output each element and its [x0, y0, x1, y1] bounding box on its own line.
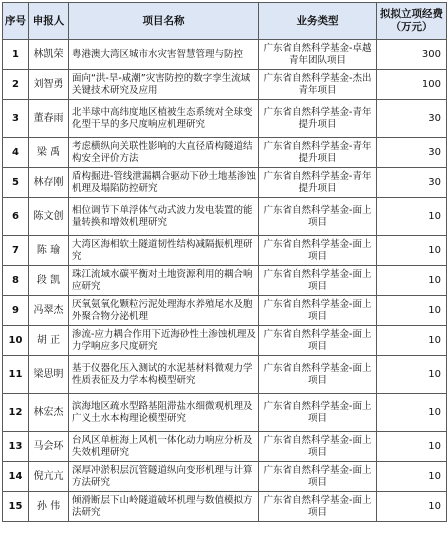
- row-business-type: 广东省自然科学基金-面上项目: [259, 236, 377, 266]
- row-fund: 300: [377, 40, 447, 70]
- row-applicant: 林宏杰: [29, 394, 69, 432]
- row-project-title: 滨海地区疏水型路基阻滞盐水细微观机理及广义土水本构理论模型研究: [69, 394, 259, 432]
- row-fund: 30: [377, 138, 447, 168]
- header-project: 项目名称: [69, 3, 259, 40]
- row-fund: 30: [377, 168, 447, 198]
- row-business-type: 广东省自然科学基金-青年提升项目: [259, 100, 377, 138]
- table-row: [3, 462, 447, 492]
- row-fund: 10: [377, 296, 447, 326]
- row-business-type: 广东省自然科学基金-青年提升项目: [259, 168, 377, 198]
- row-num: 10: [3, 326, 29, 356]
- row-business-type: 广东省自然科学基金-面上项目: [259, 462, 377, 492]
- row-project-title: 粤港澳大湾区城市水灾害智慧管理与防控: [69, 40, 259, 70]
- row-applicant: 马会环: [29, 432, 69, 462]
- row-num: 7: [3, 236, 29, 266]
- row-applicant: 段 凯: [29, 266, 69, 296]
- row-fund: 30: [377, 100, 447, 138]
- header-num: 序号: [3, 3, 29, 40]
- row-num: 9: [3, 296, 29, 326]
- table-row: [3, 326, 447, 356]
- row-applicant: 胡 正: [29, 326, 69, 356]
- header-type: 业务类型: [259, 3, 377, 40]
- table-row: [3, 198, 447, 236]
- table-row: [3, 432, 447, 462]
- row-fund: 10: [377, 236, 447, 266]
- row-applicant: 梁 禹: [29, 138, 69, 168]
- row-project-title: 考虑横纵向关联性影响的大直径盾构隧道结构安全评价方法: [69, 138, 259, 168]
- row-project-title: 渗流-应力耦合作用下近海砂性土渗蚀机理及力学响应多尺度研究: [69, 326, 259, 356]
- row-applicant: 董春雨: [29, 100, 69, 138]
- row-business-type: 广东省自然科学基金-面上项目: [259, 492, 377, 522]
- row-project-title: 倾滑断层下山岭隧道破坏机理与数值模拟方法研究: [69, 492, 259, 522]
- row-fund: 100: [377, 70, 447, 100]
- table-row: [3, 296, 447, 326]
- row-num: 5: [3, 168, 29, 198]
- row-fund: 10: [377, 326, 447, 356]
- row-applicant: 陈 瑜: [29, 236, 69, 266]
- row-num: 15: [3, 492, 29, 522]
- row-applicant: 孙 伟: [29, 492, 69, 522]
- row-applicant: 倪亢亢: [29, 462, 69, 492]
- header-fund: 拟拟立项经费（万元）: [377, 3, 447, 40]
- row-project-title: 大湾区海相软土隧道韧性结构减隔振机理研究: [69, 236, 259, 266]
- row-num: 2: [3, 70, 29, 100]
- row-applicant: 刘智勇: [29, 70, 69, 100]
- row-business-type: 广东省自然科学基金-面上项目: [259, 198, 377, 236]
- row-business-type: 广东省自然科学基金-青年提升项目: [259, 138, 377, 168]
- row-num: 13: [3, 432, 29, 462]
- row-fund: 10: [377, 266, 447, 296]
- row-project-title: 北半球中高纬度地区植被生态系统对全球变化型干旱的多尺度响应机理研究: [69, 100, 259, 138]
- table-row: [3, 266, 447, 296]
- row-fund: 10: [377, 394, 447, 432]
- project-list: [2, 2, 446, 522]
- table-row: [3, 356, 447, 394]
- row-business-type: 广东省自然科学基金-面上项目: [259, 394, 377, 432]
- row-business-type: 广东省自然科学基金-卓越青年团队项目: [259, 40, 377, 70]
- row-num: 11: [3, 356, 29, 394]
- row-num: 3: [3, 100, 29, 138]
- row-project-title: 厌氧氨氧化颗粒污泥处理海水养殖尾水及胞外聚合物分泌机理: [69, 296, 259, 326]
- row-business-type: 广东省自然科学基金-面上项目: [259, 266, 377, 296]
- table-row: [3, 236, 447, 266]
- table-row: [3, 100, 447, 138]
- row-business-type: 广东省自然科学基金-面上项目: [259, 356, 377, 394]
- table-row: [3, 492, 447, 522]
- table-body: [3, 40, 447, 522]
- row-project-title: 深厚冲淤积层沉管隧道纵向变形机理与计算方法研究: [69, 462, 259, 492]
- table-row: [3, 70, 447, 100]
- row-project-title: 面向“洪-旱-咸潮”灾害防控的数字孪生流域关键技术研究及应用: [69, 70, 259, 100]
- row-fund: 10: [377, 198, 447, 236]
- header-applicant: 申报人: [29, 3, 69, 40]
- row-applicant: 林凯荣: [29, 40, 69, 70]
- row-applicant: 陈文创: [29, 198, 69, 236]
- project-table: [2, 2, 447, 522]
- table-header-row: [3, 3, 447, 40]
- row-num: 12: [3, 394, 29, 432]
- row-project-title: 盾构掘进-管线泄漏耦合驱动下砂土地基渗蚀机理及塌陷防控研究: [69, 168, 259, 198]
- table-row: [3, 40, 447, 70]
- row-num: 14: [3, 462, 29, 492]
- row-project-title: 基于仪器化压入测试的水泥基材料微观力学性质表征及力学本构模型研究: [69, 356, 259, 394]
- row-applicant: 冯翠杰: [29, 296, 69, 326]
- table-row: [3, 138, 447, 168]
- row-business-type: 广东省自然科学基金-面上项目: [259, 432, 377, 462]
- row-project-title: 台风区单桩海上风机一体化动力响应分析及失效机理研究: [69, 432, 259, 462]
- row-num: 8: [3, 266, 29, 296]
- row-applicant: 林存刚: [29, 168, 69, 198]
- row-fund: 10: [377, 356, 447, 394]
- row-business-type: 广东省自然科学基金-面上项目: [259, 326, 377, 356]
- table-row: [3, 168, 447, 198]
- row-business-type: 广东省自然科学基金-面上项目: [259, 296, 377, 326]
- table-row: [3, 394, 447, 432]
- row-fund: 10: [377, 432, 447, 462]
- row-fund: 10: [377, 462, 447, 492]
- row-business-type: 广东省自然科学基金-杰出青年项目: [259, 70, 377, 100]
- row-num: 1: [3, 40, 29, 70]
- row-applicant: 梁思明: [29, 356, 69, 394]
- row-num: 6: [3, 198, 29, 236]
- row-fund: 10: [377, 492, 447, 522]
- row-project-title: 相位调节下单浮体气动式波力发电装置的能量转换和增效机理研究: [69, 198, 259, 236]
- row-num: 4: [3, 138, 29, 168]
- row-project-title: 珠江流域水碳平衡对土地资源利用的耦合响应研究: [69, 266, 259, 296]
